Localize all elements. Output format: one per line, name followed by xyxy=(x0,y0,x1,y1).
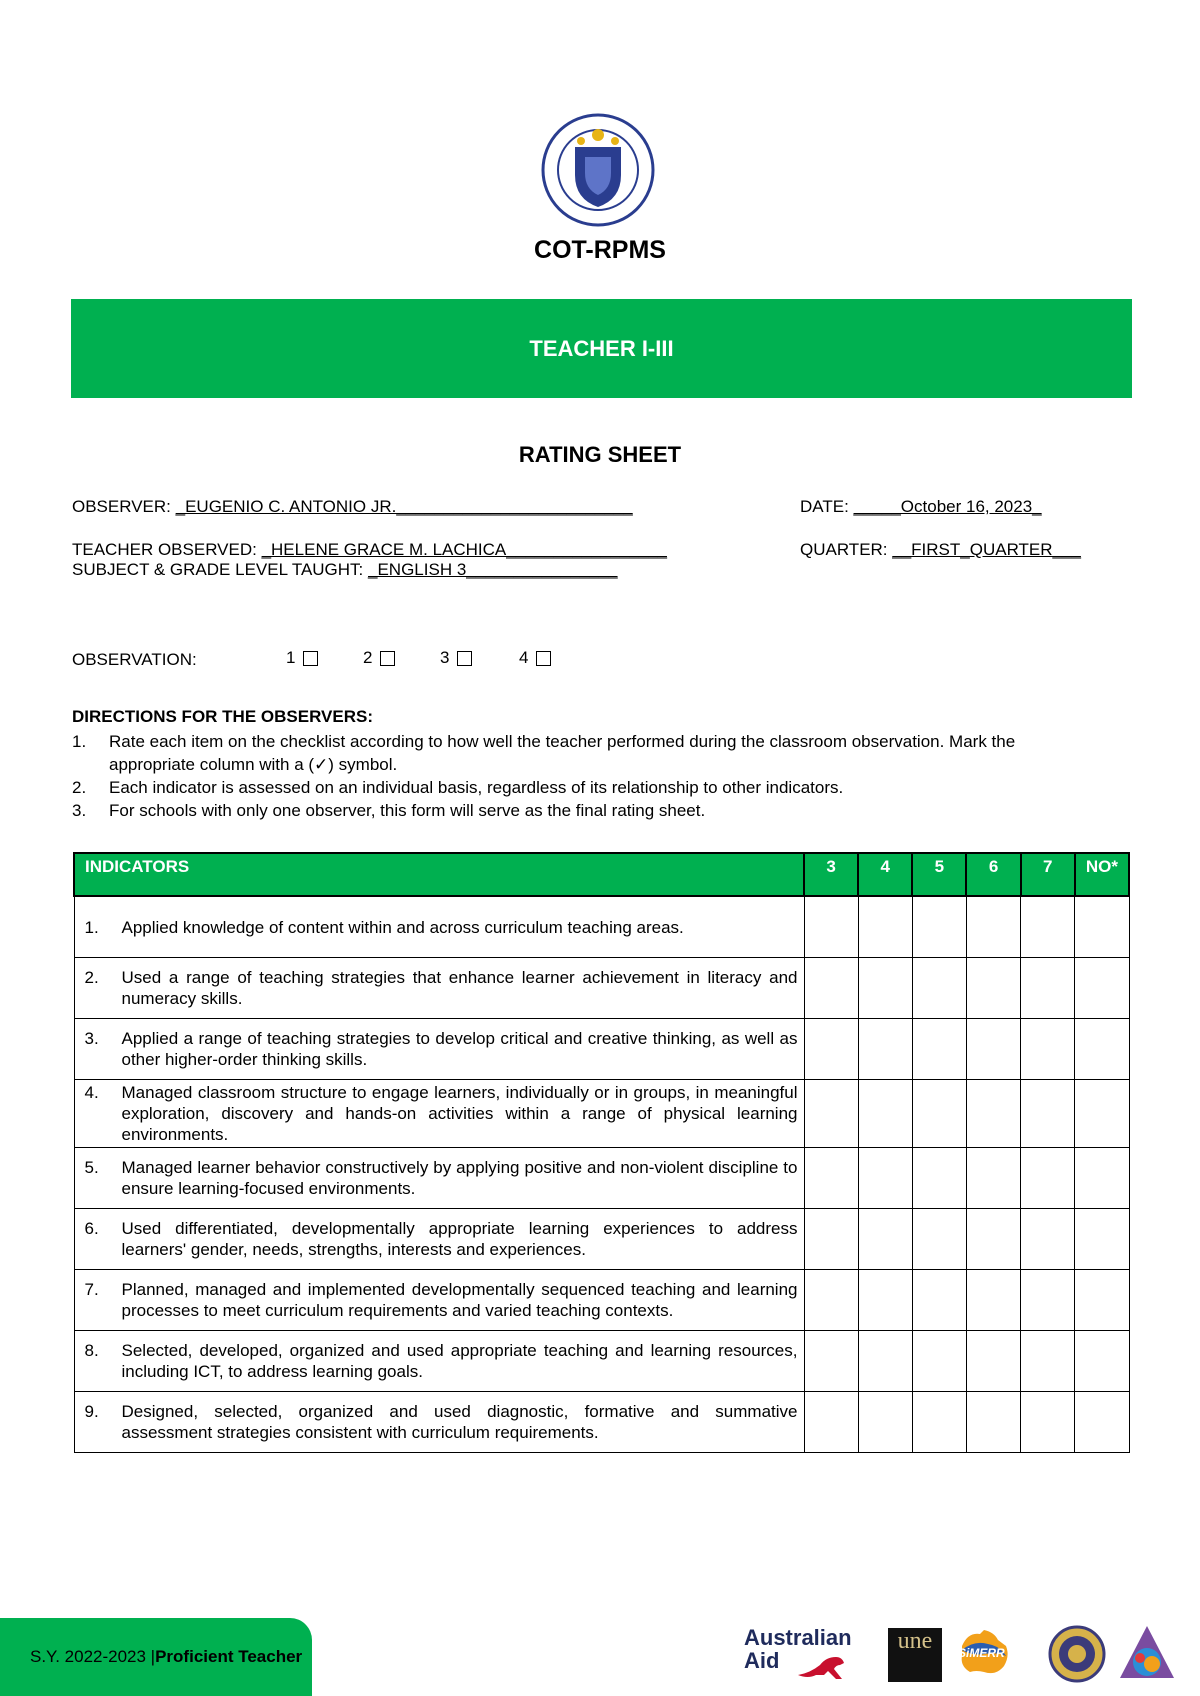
quarter-label: QUARTER: xyxy=(800,540,893,559)
observer-label: OBSERVER: xyxy=(72,497,176,516)
subject-label: SUBJECT & GRADE LEVEL TAUGHT: xyxy=(72,560,369,579)
table-row xyxy=(74,1331,1129,1392)
table-row xyxy=(74,1019,1129,1080)
partner-logo-icon xyxy=(1118,1624,1176,1684)
indicator-cell xyxy=(74,1019,804,1080)
direction-text: For schools with only one observer, this form will serve as the final rating sheet. xyxy=(109,801,706,820)
school-year-text: S.Y. 2022-2023 | xyxy=(30,1647,156,1666)
observation-option-label: 3 xyxy=(440,648,450,667)
rating-cell[interactable] xyxy=(804,1392,858,1453)
indicator-text: Managed classroom structure to engage learners, individually or in groups, in meaningful exploration, discovery and hands-on activities within a range of physical learning environments. xyxy=(121,1083,798,1144)
rating-cell[interactable] xyxy=(966,958,1020,1019)
indicator-number: 8. xyxy=(84,1341,99,1360)
observation-label: OBSERVATION: xyxy=(72,650,197,669)
indicator-text: Applied knowledge of content within and across curriculum teaching areas. xyxy=(121,917,684,937)
indicator-text: Planned, managed and implemented developmentally sequenced teaching and learning processes to meet curriculum requirements and varied teaching contexts. xyxy=(121,1280,798,1320)
table-row xyxy=(74,958,1129,1019)
rating-cell[interactable] xyxy=(1021,1019,1075,1080)
observation-option-3[interactable] xyxy=(440,648,472,668)
direction-text: Each indicator is assessed on an individual basis, regardless of its relationship to other indicators. xyxy=(109,778,844,797)
quarter-value: __FIRST_QUARTER___ xyxy=(892,540,1081,559)
directions-list xyxy=(72,730,1082,822)
subject-value: _ENGLISH 3________________ xyxy=(368,560,618,579)
observation-option-4[interactable] xyxy=(519,648,551,668)
rating-sheet-title: RATING SHEET xyxy=(518,442,682,467)
rating-column-header: 3 xyxy=(804,853,858,896)
rating-cell[interactable] xyxy=(804,1148,858,1209)
indicator-cell xyxy=(74,1080,804,1148)
rating-cell[interactable] xyxy=(1075,1270,1129,1331)
checkbox[interactable] xyxy=(303,651,318,666)
indicator-number: 1. xyxy=(84,917,99,937)
indicator-item xyxy=(85,917,798,938)
une-text: une xyxy=(897,1628,933,1654)
indicator-item xyxy=(85,1157,798,1199)
rating-column-header: 6 xyxy=(966,853,1020,896)
institution-seal-logo xyxy=(1048,1625,1106,1683)
rating-cell[interactable] xyxy=(912,1148,966,1209)
indicator-cell xyxy=(74,1331,804,1392)
indicator-number: 7. xyxy=(84,1280,99,1299)
observation-option-label: 1 xyxy=(286,648,296,667)
aus-aid-line2: Aid xyxy=(744,1648,780,1673)
banner-text: TEACHER I-III xyxy=(529,335,674,361)
indicator-cell xyxy=(74,1392,804,1453)
rating-cell[interactable] xyxy=(1075,896,1129,958)
indicator-number: 5. xyxy=(84,1158,99,1177)
rating-cell[interactable] xyxy=(858,1392,912,1453)
rating-cell[interactable] xyxy=(966,896,1020,958)
indicator-cell xyxy=(74,1209,804,1270)
subject-grade-field xyxy=(72,560,618,580)
rating-cell[interactable] xyxy=(1021,1080,1075,1148)
teacher-level-banner xyxy=(71,299,1132,398)
table-row xyxy=(74,1270,1129,1331)
table-header-row xyxy=(74,853,1129,896)
rating-cell[interactable] xyxy=(1075,1209,1129,1270)
rating-cell[interactable] xyxy=(966,1270,1020,1331)
rating-cell[interactable] xyxy=(1075,1019,1129,1080)
indicator-item xyxy=(85,1279,798,1321)
date-field xyxy=(800,497,1042,517)
table-row xyxy=(74,896,1129,958)
date-label: DATE: xyxy=(800,497,854,516)
rating-cell[interactable] xyxy=(858,958,912,1019)
indicator-text: Used a range of teaching strategies that enhance learner achievement in literacy and numeracy skills. xyxy=(121,968,798,1008)
direction-item: 2. Each indicator is assessed on an individual basis, regardless of its relationship to other indicators. xyxy=(72,778,844,797)
rating-cell[interactable] xyxy=(1021,1209,1075,1270)
rating-column-header: 7 xyxy=(1021,853,1075,896)
indicator-number: 6. xyxy=(84,1219,99,1238)
indicator-text: Applied a range of teaching strategies to develop critical and creative thinking, as well as other higher-order thinking skills. xyxy=(121,1029,798,1069)
footer-school-year-tab xyxy=(0,1618,312,1696)
rating-cell[interactable] xyxy=(858,1148,912,1209)
observation-option-1[interactable] xyxy=(286,648,318,668)
rating-cell[interactable] xyxy=(804,1270,858,1331)
rating-cell[interactable] xyxy=(912,1331,966,1392)
quarter-field xyxy=(800,540,1081,560)
rating-cell[interactable] xyxy=(912,896,966,958)
rating-cell[interactable] xyxy=(912,1019,966,1080)
rating-cell[interactable] xyxy=(966,1080,1020,1148)
indicator-number: 2. xyxy=(84,968,99,987)
rating-cell[interactable] xyxy=(912,1209,966,1270)
rating-cell[interactable] xyxy=(858,1209,912,1270)
rating-cell[interactable] xyxy=(1021,1331,1075,1392)
table-row xyxy=(74,1080,1129,1148)
rating-cell[interactable] xyxy=(1075,958,1129,1019)
rating-cell[interactable] xyxy=(858,1080,912,1148)
indicator-number: 3. xyxy=(84,1029,99,1048)
indicator-cell xyxy=(74,958,804,1019)
rating-cell[interactable] xyxy=(1075,1148,1129,1209)
rating-cell[interactable] xyxy=(912,958,966,1019)
rating-cell[interactable] xyxy=(912,1392,966,1453)
deped-seal-logo xyxy=(541,113,655,227)
observation-option-label: 4 xyxy=(519,648,529,667)
observation-option-label: 2 xyxy=(363,648,373,667)
rating-cell[interactable] xyxy=(1021,1270,1075,1331)
directions-title: DIRECTIONS FOR THE OBSERVERS: xyxy=(72,707,373,726)
rating-cell[interactable] xyxy=(966,1392,1020,1453)
table-row xyxy=(74,1148,1129,1209)
indicators-header: INDICATORS xyxy=(74,853,804,896)
document-title: COT-RPMS xyxy=(534,236,666,264)
australian-aid-logo xyxy=(744,1627,874,1685)
rating-cell[interactable] xyxy=(1075,1392,1129,1453)
rating-cell[interactable] xyxy=(966,1148,1020,1209)
rating-cell[interactable] xyxy=(966,1209,1020,1270)
direction-item: 3. For schools with only one observer, this form will serve as the final rating sheet. xyxy=(72,801,706,820)
indicator-cell xyxy=(74,1270,804,1331)
rating-cell[interactable] xyxy=(1075,1080,1129,1148)
indicator-item xyxy=(85,1028,798,1070)
rating-cell[interactable] xyxy=(1021,1392,1075,1453)
teacher-observed-field xyxy=(72,540,667,560)
direction-text: Rate each item on the checklist according to how well the teacher performed during the classroom observation. Mark the appropriate column with a (✓) symbol. xyxy=(109,732,1016,774)
indicator-item xyxy=(85,1340,798,1382)
indicator-item xyxy=(85,967,798,1009)
simerr-text: SiMERR xyxy=(958,1646,1005,1660)
indicator-number: 9. xyxy=(84,1402,99,1421)
observer-value: _EUGENIO C. ANTONIO JR._________________________ xyxy=(175,497,633,516)
proficiency-level: Proficient Teacher xyxy=(155,1647,303,1666)
observation-option-2[interactable] xyxy=(363,648,395,668)
indicator-number: 4. xyxy=(84,1083,99,1102)
direction-item: 1. Rate each item on the checklist according to how well the teacher performed during the classroom observation. Mark the appropriate column with a (✓) symbol. xyxy=(72,730,1082,776)
aus-aid-line1: Australian xyxy=(744,1625,852,1650)
rating-cell[interactable] xyxy=(858,1019,912,1080)
table-row xyxy=(74,1209,1129,1270)
rating-cell[interactable] xyxy=(912,1080,966,1148)
une-logo xyxy=(888,1628,942,1682)
rating-column-header: 4 xyxy=(858,853,912,896)
rating-cell[interactable] xyxy=(858,1331,912,1392)
rating-cell[interactable] xyxy=(804,1080,858,1148)
indicators-table xyxy=(73,852,1130,1453)
indicator-cell xyxy=(74,896,804,958)
checkbox[interactable] xyxy=(380,651,395,666)
teacher-value: _HELENE GRACE M. LACHICA_________________ xyxy=(261,540,667,559)
rating-cell[interactable] xyxy=(804,1019,858,1080)
indicator-text: Used differentiated, developmentally appropriate learning experiences to address learners' gender, needs, strengths, interests and experiences. xyxy=(121,1219,798,1259)
rating-cell[interactable] xyxy=(1021,958,1075,1019)
rating-cell[interactable] xyxy=(1021,1148,1075,1209)
rating-cell[interactable] xyxy=(858,896,912,958)
checkbox[interactable] xyxy=(536,651,551,666)
date-value: _____October 16, 2023_ xyxy=(853,497,1042,516)
rating-cell[interactable] xyxy=(804,896,858,958)
indicator-item xyxy=(85,1401,798,1443)
checkbox[interactable] xyxy=(457,651,472,666)
table-row xyxy=(74,1392,1129,1453)
rating-column-header: 5 xyxy=(912,853,966,896)
rating-cell[interactable] xyxy=(966,1019,1020,1080)
indicator-text: Designed, selected, organized and used diagnostic, formative and summative assessment strategies consistent with curriculum requirements. xyxy=(121,1402,798,1442)
kangaroo-icon xyxy=(796,1653,850,1683)
simerr-logo xyxy=(954,1626,1014,1682)
rating-cell[interactable] xyxy=(1075,1331,1129,1392)
rating-cell[interactable] xyxy=(804,1209,858,1270)
indicator-text: Selected, developed, organized and used appropriate teaching and learning resources, including ICT, to address learning goals. xyxy=(121,1341,798,1381)
rating-cell[interactable] xyxy=(912,1270,966,1331)
rating-column-header: NO* xyxy=(1075,853,1129,896)
indicator-item xyxy=(85,1082,798,1145)
rating-cell[interactable] xyxy=(858,1270,912,1331)
teacher-label: TEACHER OBSERVED: xyxy=(72,540,262,559)
rating-cell[interactable] xyxy=(966,1331,1020,1392)
observer-field xyxy=(72,497,633,517)
rating-cell[interactable] xyxy=(804,958,858,1019)
rating-cell[interactable] xyxy=(1021,896,1075,958)
indicator-item xyxy=(85,1218,798,1260)
rating-cell[interactable] xyxy=(804,1331,858,1392)
indicator-cell xyxy=(74,1148,804,1209)
indicator-text: Managed learner behavior constructively by applying positive and non-violent discipline to ensure learning-focused environments. xyxy=(121,1158,798,1198)
